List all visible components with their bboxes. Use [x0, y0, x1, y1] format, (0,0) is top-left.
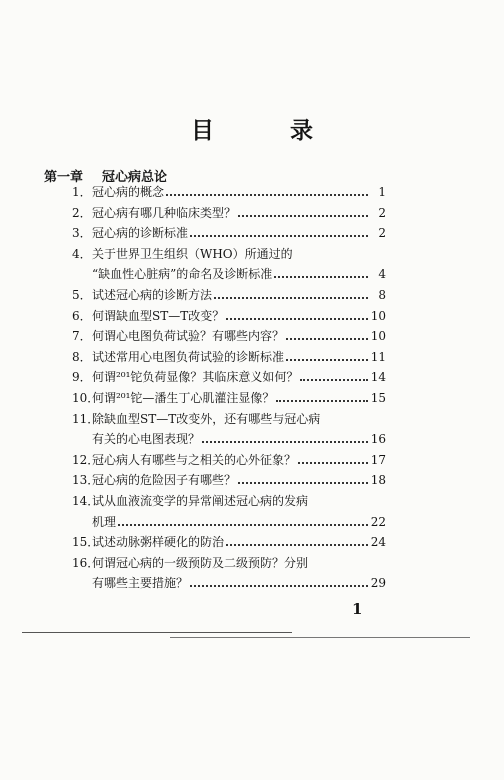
toc-entry-title: 何谓心电图负荷试验？有哪些内容？: [92, 329, 285, 344]
toc-entry-page: 10: [370, 308, 386, 323]
toc-entry-continuation: [92, 262, 386, 282]
toc-entry: [72, 386, 386, 406]
toc-entry-continuation: [92, 510, 386, 530]
dot-leader: [238, 482, 368, 484]
toc-entry-title: 关于世界卫生组织（WHO）所通过的: [92, 246, 293, 261]
toc-entry-number: 16．: [72, 555, 100, 570]
toc-entry-page: 2: [378, 226, 386, 241]
toc-entry-title: 试述动脉粥样硬化的防治: [92, 535, 225, 550]
toc-entry: [72, 304, 386, 324]
toc-entry: [72, 551, 386, 571]
toc-entry-number: 12．: [72, 452, 100, 467]
toc-entry-page: 29: [370, 576, 386, 591]
toc-entry-title-cont: 机理: [92, 514, 117, 529]
toc-entry-title: 试述冠心病的诊断方法: [92, 288, 213, 302]
toc-entry: [72, 221, 386, 241]
toc-entry-title: 何谓²⁰¹铊—潘生丁心肌灌注显像？: [92, 391, 275, 405]
toc-entry: [72, 283, 386, 303]
toc-entry-number: 5．: [72, 288, 92, 302]
toc-entry-page: 22: [370, 514, 386, 529]
toc-entry-number: 14．: [72, 494, 100, 508]
dot-leader: [226, 318, 368, 320]
dot-leader: [276, 400, 368, 402]
toc-entry-title: 何谓冠心病的一级预防及二级预防？分别: [92, 555, 309, 570]
dot-leader: [286, 359, 368, 361]
toc-entry-number: 3．: [72, 226, 92, 241]
dot-leader: [274, 276, 368, 278]
toc-entry: [72, 180, 386, 200]
dot-leader: [238, 215, 368, 217]
toc-entry-page: 16: [370, 432, 386, 447]
toc-entry-title: 冠心病人有哪些与之相关的心外征象？: [92, 452, 297, 467]
toc-entry-number: 9．: [72, 370, 92, 385]
toc-entry-page: 10: [370, 329, 386, 344]
toc-entry-title-cont: 有哪些主要措施？: [92, 576, 189, 591]
chapter-title: 冠心病总论: [102, 170, 168, 185]
toc-entry-number: 8．: [72, 349, 92, 364]
toc-entry-title: 何谓缺血型ST—T改变？: [92, 308, 225, 323]
dot-leader: [190, 585, 368, 587]
toc-entry-title: 冠心病的概念: [92, 185, 165, 199]
toc-entry: [72, 201, 386, 221]
toc-entry-page: 14: [370, 370, 386, 385]
toc-entry-number: 6．: [72, 308, 92, 323]
toc-entry-title: 何谓²⁰¹铊负荷显像？其临床意义如何？: [92, 370, 299, 385]
toc-entry: [72, 530, 386, 550]
toc-entry: [72, 242, 386, 262]
page-edge-line: [22, 632, 292, 633]
toc-entry: [72, 407, 386, 427]
toc-entry: [72, 489, 386, 509]
toc-entry-page: 24: [370, 535, 386, 550]
dot-leader: [166, 194, 368, 196]
toc-entry-title: 冠心病的危险因子有哪些？: [92, 473, 237, 488]
toc-entry-number: 15．: [72, 535, 100, 550]
toc-entry-number: 10．: [72, 391, 100, 405]
toc-entry-continuation: [92, 571, 386, 591]
dot-leader: [214, 297, 368, 299]
toc-entry-page: 8: [378, 288, 386, 302]
dot-leader: [286, 338, 368, 340]
toc-entry-title: 试从血液流变学的异常阐述冠心病的发病: [92, 494, 309, 508]
dot-leader: [300, 379, 368, 381]
toc-entry-number: 1．: [72, 185, 92, 199]
toc-entry-page: 2: [378, 205, 386, 220]
page-number: 1: [352, 600, 363, 618]
chapter-number: 第一章: [44, 170, 84, 185]
toc-entry-title: 试述常用心电图负荷试验的诊断标准: [92, 349, 285, 364]
toc-entry-number: 2．: [72, 205, 92, 220]
toc-entry: [72, 365, 386, 385]
dot-leader: [202, 441, 368, 443]
dot-leader: [226, 544, 368, 546]
toc-entry-title: 冠心病的诊断标准: [92, 226, 189, 241]
toc-entry-number: 13．: [72, 473, 100, 488]
toc-entry-title: 冠心病有哪几种临床类型？: [92, 205, 237, 220]
toc-entry-page: 18: [370, 473, 386, 488]
toc-entry-title: 除缺血型ST—T改变外，还有哪些与冠心病: [92, 411, 321, 426]
dot-leader: [118, 524, 368, 526]
toc-entry-page: 15: [370, 391, 386, 405]
toc-entry-title-cont: “缺血性心脏病”的命名及诊断标准: [92, 267, 273, 282]
toc-entry-page: 4: [378, 267, 386, 282]
toc-entry-number: 7．: [72, 329, 92, 344]
toc-entry-page: 17: [370, 452, 386, 467]
toc-entry-number: 11．: [72, 411, 100, 426]
toc-entry-page: 1: [378, 185, 386, 199]
toc-entry: [72, 448, 386, 468]
page-edge-line: [170, 637, 470, 638]
toc-entry-number: 4．: [72, 246, 92, 261]
toc-entry: [72, 468, 386, 488]
toc-entry: [72, 345, 386, 365]
dot-leader: [298, 462, 368, 464]
toc-entry-continuation: [92, 427, 386, 447]
page-title: 目 录: [190, 117, 347, 144]
toc-entry-title-cont: 有关的心电图表现？: [92, 432, 201, 447]
toc-entry: [72, 324, 386, 344]
toc-entry-page: 11: [370, 349, 386, 364]
dot-leader: [190, 235, 368, 237]
